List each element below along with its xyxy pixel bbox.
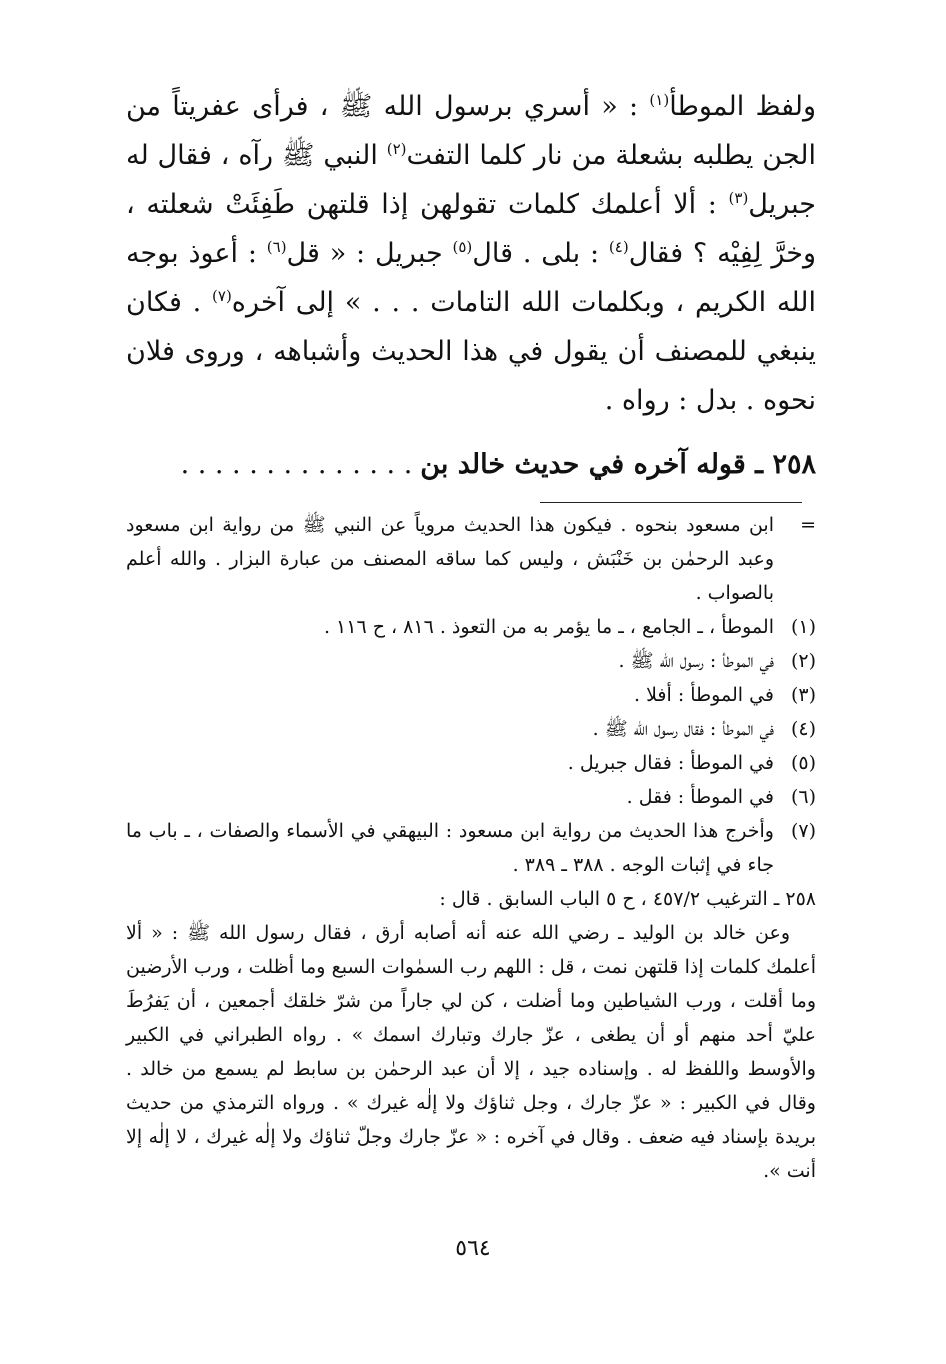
- footnote-item: [126, 814, 816, 882]
- footnote-number: (٢): [790, 650, 816, 672]
- main-text: [126, 82, 816, 425]
- footnote-continuation: [126, 508, 816, 610]
- footnote-number: (٧): [790, 820, 816, 842]
- footnote-ref-5[interactable]: (٥): [452, 238, 473, 256]
- footnote-number: (٤): [790, 718, 816, 740]
- footnote-separator: [540, 502, 802, 503]
- footnote-reference-line: ٢٥٨ ـ الترغيب ٤٥٧/٢ ، ح ٥ الباب السابق . قال :: [439, 888, 816, 910]
- footnote-text: في الموطأ : فقال رسول الله ﷺ .: [592, 718, 774, 740]
- footnote-hadith-text: وعن خالد بن الوليد ـ رضي الله عنه أنه أصابه أرق ، فقال رسول الله ﷺ : « ألا أعلمك كلمات إذا قلتهن نمت ، قل : اللهم رب السمٰوات السبع وما أظلت ، ورب الأرضين وما أقلت ، ورب الشياطين وما أضلت ، كن لي جاراً من شرّ خلقك أجمعين ، أن يَفرُطَ عليّ أحد منهم أو أن يطغى ، عزّ جارك وتبارك اسمك » . رواه الطبراني في الكبير والأوسط واللفظ له . وإسناده جيد ، إلا أن عبد الرحمٰن بن سابط لم يسمع من خالد . وقال في الكبير : « عزّ جارك ، وجل ثناؤك ولا إلٰه غيرك » . ورواه الترمذي من حديث بريدة بإسناد فيه ضعف . وقال في آخره : « عزّ جارك وجلّ ثناؤك ولا إلٰه غيرك ، لا إلٰه إلا أنت ».: [126, 922, 816, 1182]
- footnote-item: [126, 678, 816, 712]
- footnote-item: [126, 610, 816, 644]
- main-paragraph: [126, 82, 816, 425]
- footnote-ref-3[interactable]: (٣): [728, 189, 749, 207]
- footnote-ref-7[interactable]: (٧): [212, 287, 232, 305]
- text-run: . فكان ينبغي للمصنف أن يقول في هذا الحديث وأشباهه ، وروى فلان نحوه . بدل : رواه .: [126, 287, 816, 416]
- footnote-number: (٣): [790, 684, 816, 706]
- footnotes: [126, 508, 816, 1188]
- footnote-text: الموطأ ، ـ الجامع ، ـ ما يؤمر به من التعوذ . ٨١٦ ، ح ١١٦ .: [323, 616, 774, 638]
- continuation-text: ابن مسعود بنحوه . فيكون هذا الحديث مروياً عن النبي ﷺ من رواية ابن مسعود وعبد الرحمٰن بن خَنْبَش ، وليس كما ساقه المصنف من عبارة البزار . والله أعلم بالصواب .: [126, 514, 774, 604]
- footnote-item: [126, 644, 816, 678]
- section-heading: [116, 440, 816, 490]
- footnote-item: [126, 746, 816, 780]
- text-run: : بلى . قال: [472, 238, 609, 269]
- footnote-text: في الموطأ : رسول الله ﷺ .: [618, 650, 774, 672]
- footnote-ref-1[interactable]: (١): [649, 91, 670, 109]
- footnote-number: (٥): [790, 752, 816, 774]
- footnote-text: في الموطأ : فقل .: [626, 786, 774, 808]
- text-run: النبي ﷺ رآه ، فقال له جبريل: [126, 140, 816, 220]
- footnote-number: (٦): [790, 786, 816, 808]
- text-run: : ألا أعلمك كلمات تقولهن إذا قلتهن طَفِئَتْ شعلته ، وخرَّ لِفِيْه ؟ فقال: [126, 189, 817, 269]
- footnote-item: [126, 712, 816, 746]
- footnote-number: (١): [790, 616, 816, 638]
- footnote-item: [126, 780, 816, 814]
- footnote-ref-6[interactable]: (٦): [266, 238, 287, 256]
- text-run: : « أسري برسول الله ﷺ ، فرأى عفريتاً من الجن يطلبه بشعلة من نار كلما التفت: [126, 91, 816, 171]
- footnote-text: وأخرج هذا الحديث من رواية ابن مسعود : البيهقي في الأسماء والصفات ، ـ باب ما جاء في إثبات الوجه . ٣٨٨ ـ ٣٨٩ .: [126, 820, 774, 876]
- text-run: : أعوذ بوجه الله الكريم ، وبكلمات الله التامات . . . » إلى آخره: [126, 238, 816, 318]
- footnote-ref-2[interactable]: (٢): [386, 140, 407, 158]
- footnote-ref-4[interactable]: (٤): [608, 238, 629, 256]
- text-run: ولفظ الموطأ: [669, 91, 816, 122]
- heading-dots: . . . . . . . . . . . . . .: [180, 449, 413, 480]
- text-run: جبريل : « قل: [286, 238, 453, 269]
- continuation-mark: =: [800, 514, 816, 536]
- page-number: ٥٦٤: [455, 1236, 491, 1261]
- footnote-text: في الموطأ : أفلا .: [634, 684, 774, 706]
- heading-text: ٢٥٨ ـ قوله آخره في حديث خالد بن: [420, 449, 816, 480]
- footnote-text: في الموطأ : فقال جبريل .: [567, 752, 774, 774]
